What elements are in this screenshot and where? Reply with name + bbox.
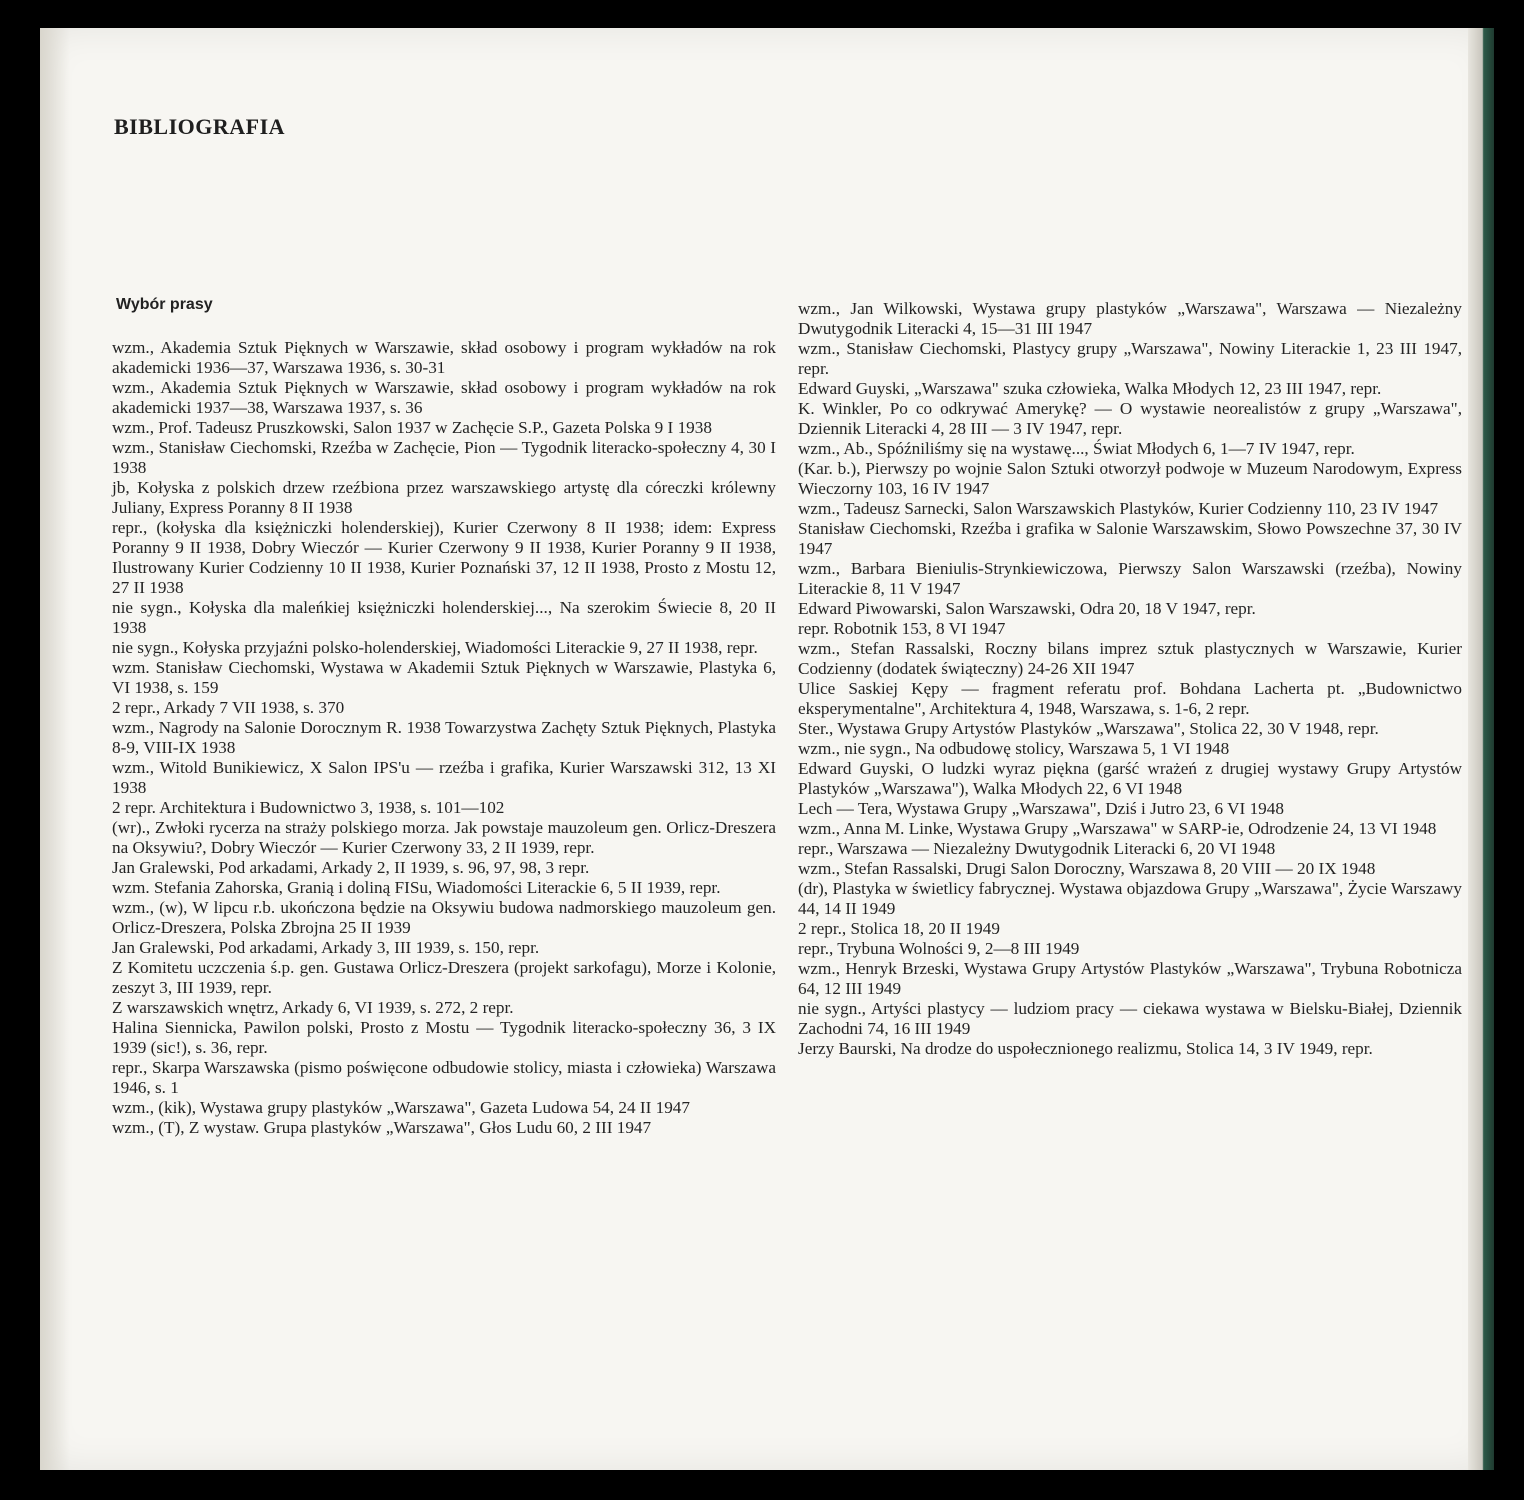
bibliography-entry: repr., (kołyska dla księżniczki holenderskiej), Kurier Czerwony 8 II 1938; idem: Express Poranny 9 II 1938, Dobry Wieczór — Kurier Czerwony 9 II 1938, Kurier Poranny 9 II 1938, Ilustrowany Kurier Codzienny 10 II 1938, Kurier Poznański 37, 12 II 1938, Prosto z Mostu 12, 27 II 1938 [112, 518, 776, 597]
bibliography-entry: Jan Gralewski, Pod arkadami, Arkady 3, III 1939, s. 150, repr. [112, 938, 540, 957]
bibliography-entry: wzm., Akademia Sztuk Pięknych w Warszawie, skład osobowy i program wykładów na rok akademicki 1936—37, Warszawa 1936, s. 30-31 [112, 338, 776, 377]
bibliography-entry: wzm., Barbara Bieniulis-Strynkiewiczowa, Pierwszy Salon Warszawski (rzeźba), Nowiny Literackie 8, 11 V 1947 [798, 559, 1462, 598]
bibliography-entry: wzm., Stanisław Ciechomski, Plastycy grupy „Warszawa", Nowiny Literackie 1, 23 III 1947, repr. [798, 339, 1462, 378]
bibliography-entry: Edward Guyski, O ludzki wyraz piękna (garść wrażeń z drugiej wystawy Grupy Artystów Plastyków „Warszawa"), Walka Młodych 22, 6 VI 1948 [798, 759, 1462, 798]
bibliography-entry: repr., Skarpa Warszawska (pismo poświęcone odbudowie stolicy, miasta i człowieka) Warszawa 1946, s. 1 [112, 1058, 776, 1097]
bibliography-entry: Stanisław Ciechomski, Rzeźba i grafika w Salonie Warszawskim, Słowo Powszechne 37, 30 IV 1947 [798, 519, 1462, 558]
bibliography-entry: nie sygn., Kołyska dla maleńkiej księżniczki holenderskiej..., Na szerokim Świecie 8, 20 II 1938 [112, 598, 776, 637]
bibliography-entry: (Kar. b.), Pierwszy po wojnie Salon Sztuki otworzył podwoje w Muzeum Narodowym, Express Wieczorny 103, 16 IV 1947 [798, 459, 1462, 498]
bibliography-entry: Edward Guyski, „Warszawa" szuka człowieka, Walka Młodych 12, 23 III 1947, repr. [798, 379, 1382, 398]
bibliography-entry: wzm., Tadeusz Sarnecki, Salon Warszawskich Plastyków, Kurier Codzienny 110, 23 IV 1947 [798, 499, 1439, 518]
bibliography-entry: Jerzy Baurski, Na drodze do uspołecznionego realizmu, Stolica 14, 3 IV 1949, repr. [798, 1039, 1373, 1058]
bibliography-entry: wzm., Nagrody na Salonie Dorocznym R. 1938 Towarzystwa Zachęty Sztuk Pięknych, Plastyka 8-9, VIII-IX 1938 [112, 718, 776, 757]
bibliography-column-right [798, 299, 1462, 1059]
book-page [40, 28, 1494, 1470]
page-gutter [40, 28, 70, 1470]
bibliography-entry: wzm., Stefan Rassalski, Roczny bilans imprez sztuk plastycznych w Warszawie, Kurier Codzienny (dodatek świąteczny) 24-26 XII 1947 [798, 639, 1462, 678]
bibliography-entry: nie sygn., Kołyska przyjaźni polsko-holenderskiej, Wiadomości Literackie 9, 27 II 1938, repr. [112, 638, 758, 657]
bibliography-entry: wzm., Prof. Tadeusz Pruszkowski, Salon 1937 w Zachęcie S.P., Gazeta Polska 9 I 1938 [112, 418, 712, 437]
page-edge [1468, 28, 1494, 1470]
bibliography-entry: wzm., Jan Wilkowski, Wystawa grupy plastyków „Warszawa", Warszawa — Niezależny Dwutygodnik Literacki 4, 15—31 III 1947 [798, 299, 1462, 338]
bibliography-entry: Ulice Saskiej Kępy — fragment referatu prof. Bohdana Lacherta pt. „Budownictwo eksperymentalne", Architektura 4, 1948, Warszawa, s. 1-6, 2 repr. [798, 679, 1462, 718]
bibliography-entry: repr., Warszawa — Niezależny Dwutygodnik Literacki 6, 20 VI 1948 [798, 839, 1276, 858]
bibliography-entry: wzm., Henryk Brzeski, Wystawa Grupy Artystów Plastyków „Warszawa", Trybuna Robotnicza 64, 12 III 1949 [798, 959, 1462, 998]
bibliography-entry: 2 repr. Architektura i Budownictwo 3, 1938, s. 101—102 [112, 798, 505, 817]
bibliography-entry: wzm. Stefania Zahorska, Granią i doliną FISu, Wiadomości Literackie 6, 5 II 1939, repr. [112, 878, 721, 897]
bibliography-entry: wzm., nie sygn., Na odbudowę stolicy, Warszawa 5, 1 VI 1948 [798, 739, 1230, 758]
bibliography-entry: Z warszawskich wnętrz, Arkady 6, VI 1939, s. 272, 2 repr. [112, 998, 514, 1017]
bibliography-entry: wzm., Anna M. Linke, Wystawa Grupy „Warszawa" w SARP-ie, Odrodzenie 24, 13 VI 1948 [798, 819, 1437, 838]
bibliography-column-left [112, 338, 776, 1138]
bibliography-entry: wzm., Stefan Rassalski, Drugi Salon Doroczny, Warszawa 8, 20 VIII — 20 IX 1948 [798, 859, 1376, 878]
bibliography-entry: wzm., Akademia Sztuk Pięknych w Warszawie, skład osobowy i program wykładów na rok akademicki 1937—38, Warszawa 1937, s. 36 [112, 378, 776, 417]
bibliography-entry: nie sygn., Artyści plastycy — ludziom pracy — ciekawa wystawa w Bielsku-Białej, Dziennik Zachodni 74, 16 III 1949 [798, 999, 1462, 1038]
bibliography-entry: 2 repr., Stolica 18, 20 II 1949 [798, 919, 1000, 938]
bibliography-entry: jb, Kołyska z polskich drzew rzeźbiona przez warszawskiego artystę dla córeczki królewny Juliany, Express Poranny 8 II 1938 [112, 478, 776, 517]
bibliography-entry: wzm., Stanisław Ciechomski, Rzeźba w Zachęcie, Pion — Tygodnik literacko-społeczny 4, 30 I 1938 [112, 438, 776, 477]
bibliography-entry: wzm., (T), Z wystaw. Grupa plastyków „Warszawa", Głos Ludu 60, 2 III 1947 [112, 1118, 652, 1137]
bibliography-entry: Edward Piwowarski, Salon Warszawski, Odra 20, 18 V 1947, repr. [798, 599, 1256, 618]
bibliography-entry: Jan Gralewski, Pod arkadami, Arkady 2, II 1939, s. 96, 97, 98, 3 repr. [112, 858, 590, 877]
page-title: BIBLIOGRAFIA [114, 114, 286, 139]
bibliography-entry: (wr)., Zwłoki rycerza na straży polskiego morza. Jak powstaje mauzoleum gen. Orlicz-Dreszera na Oksywiu?, Dobry Wieczór — Kurier Czerwony 33, 2 II 1939, repr. [112, 818, 776, 857]
bibliography-entry: wzm., (w), W lipcu r.b. ukończona będzie na Oksywiu budowa nadmorskiego mauzoleum gen. Orlicz-Dreszera, Polska Zbrojna 25 II 1939 [112, 898, 776, 937]
bibliography-entry: Halina Siennicka, Pawilon polski, Prosto z Mostu — Tygodnik literacko-społeczny 36, 3 IX 1939 (sic!), s. 36, repr. [112, 1018, 776, 1057]
bibliography-entry: (dr), Plastyka w świetlicy fabrycznej. Wystawa objazdowa Grupy „Warszawa", Życie Warszawy 44, 14 II 1949 [798, 879, 1462, 918]
bibliography-entry: wzm., Witold Bunikiewicz, X Salon IPS'u — rzeźba i grafika, Kurier Warszawski 312, 13 XI 1938 [112, 758, 776, 797]
bibliography-entry: wzm. Stanisław Ciechomski, Wystawa w Akademii Sztuk Pięknych w Warszawie, Plastyka 6, VI 1938, s. 159 [112, 658, 776, 697]
bibliography-entry: 2 repr., Arkady 7 VII 1938, s. 370 [112, 698, 345, 717]
bibliography-entry: repr., Trybuna Wolności 9, 2—8 III 1949 [798, 939, 1080, 958]
bibliography-entry: K. Winkler, Po co odkrywać Amerykę? — O wystawie neorealistów z grupy „Warszawa", Dziennik Literacki 4, 28 III — 3 IV 1947, repr. [798, 399, 1462, 438]
bibliography-entry: Lech — Tera, Wystawa Grupy „Warszawa", Dziś i Jutro 23, 6 VI 1948 [798, 799, 1284, 818]
section-title: Wybór prasy [116, 296, 213, 313]
bibliography-entry: Z Komitetu uczczenia ś.p. gen. Gustawa Orlicz-Dreszera (projekt sarkofagu), Morze i Kolonie, zeszyt 3, III 1939, repr. [112, 958, 776, 997]
bibliography-entry: Ster., Wystawa Grupy Artystów Plastyków „Warszawa", Stolica 22, 30 V 1948, repr. [798, 719, 1379, 738]
bibliography-entry: repr. Robotnik 153, 8 VI 1947 [798, 619, 1006, 638]
bibliography-entry: wzm., (kik), Wystawa grupy plastyków „Warszawa", Gazeta Ludowa 54, 24 II 1947 [112, 1098, 690, 1117]
bibliography-entry: wzm., Ab., Spóźniliśmy się na wystawę..., Świat Młodych 6, 1—7 IV 1947, repr. [798, 439, 1355, 458]
